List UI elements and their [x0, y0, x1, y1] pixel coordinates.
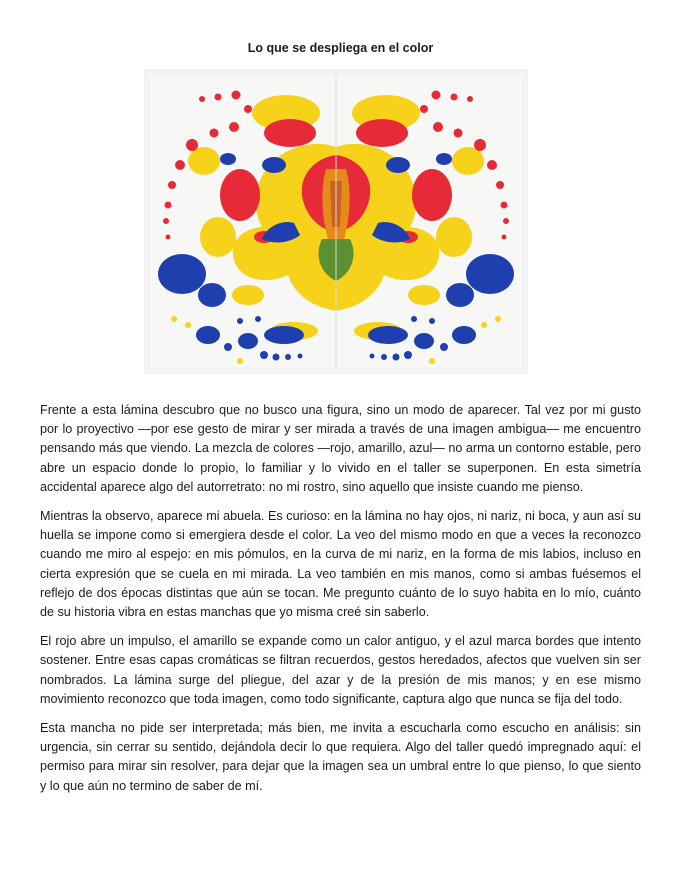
document-title: Lo que se despliega en el color [247, 41, 434, 55]
paragraph-1: Frente a esta lámina descubro que no busco una figura, sino un modo de aparecer. Tal vez por mi gusto por lo proyectivo —por ese gesto de mirar y ser mirada a través de una imagen ambigua— me encuentro pensando más que viendo. La mezcla de colores —rojo, amarillo, azul— no arma un contorno estable, pero abre un espacio donde lo propio, lo familiar y lo vivido en el taller se superponen. En esta simetría accidental aparece algo del autorretrato: no mi rostro, sino aquello que insiste cuando me pienso. [40, 403, 641, 494]
paragraph-4: Esta mancha no pide ser interpretada; más bien, me invita a escucharla como escucho en análisis: sin urgencia, sin cerrar su sentido, dejándola decir lo que requiera. Algo del taller quedó impregnado aquí: el permiso para mirar sin resolver, para dejar que la imagen sea un umbral entre lo que pienso, lo que siento y lo que aún no termino de saber de mí. [40, 721, 641, 793]
paint-blot-image [144, 69, 528, 374]
body-text [40, 401, 641, 806]
paragraph-2: Mientras la observo, aparece mi abuela. Es curioso: en la lámina no hay ojos, ni nariz, ni boca, y aun así su huella se impone como si emergiera desde el color. La veo del mismo modo en que a veces la reconozco cuando me miro al espejo: en mis pómulos, en la curva de mi nariz, en la forma de mis labios, incluso en cierta expresión que se cuela en mi mirada. La veo también en mis manos, como si ambas fuésemos el reflejo de dos épocas distintas que aún se tocan. Me pregunto cuánto de lo suyo habita en lo mío, cuánto de su historia vibra en estas manchas que yo misma creé sin saberlo. [40, 509, 641, 620]
paint-blot-illustration [144, 69, 528, 374]
paragraph-3: El rojo abre un impulso, el amarillo se expande como un calor antiguo, y el azul marca bordes que intento sostener. Entre esas capas cromáticas se filtran recuerdos, gestos heredados, afectos que vuelven sin ser nombrados. La lámina surge del pliegue, del azar y de la presión de mis manos; y en ese mismo movimiento reconozco que toda imagen, como todo significante, captura algo que nunca se fija del todo. [40, 634, 641, 706]
